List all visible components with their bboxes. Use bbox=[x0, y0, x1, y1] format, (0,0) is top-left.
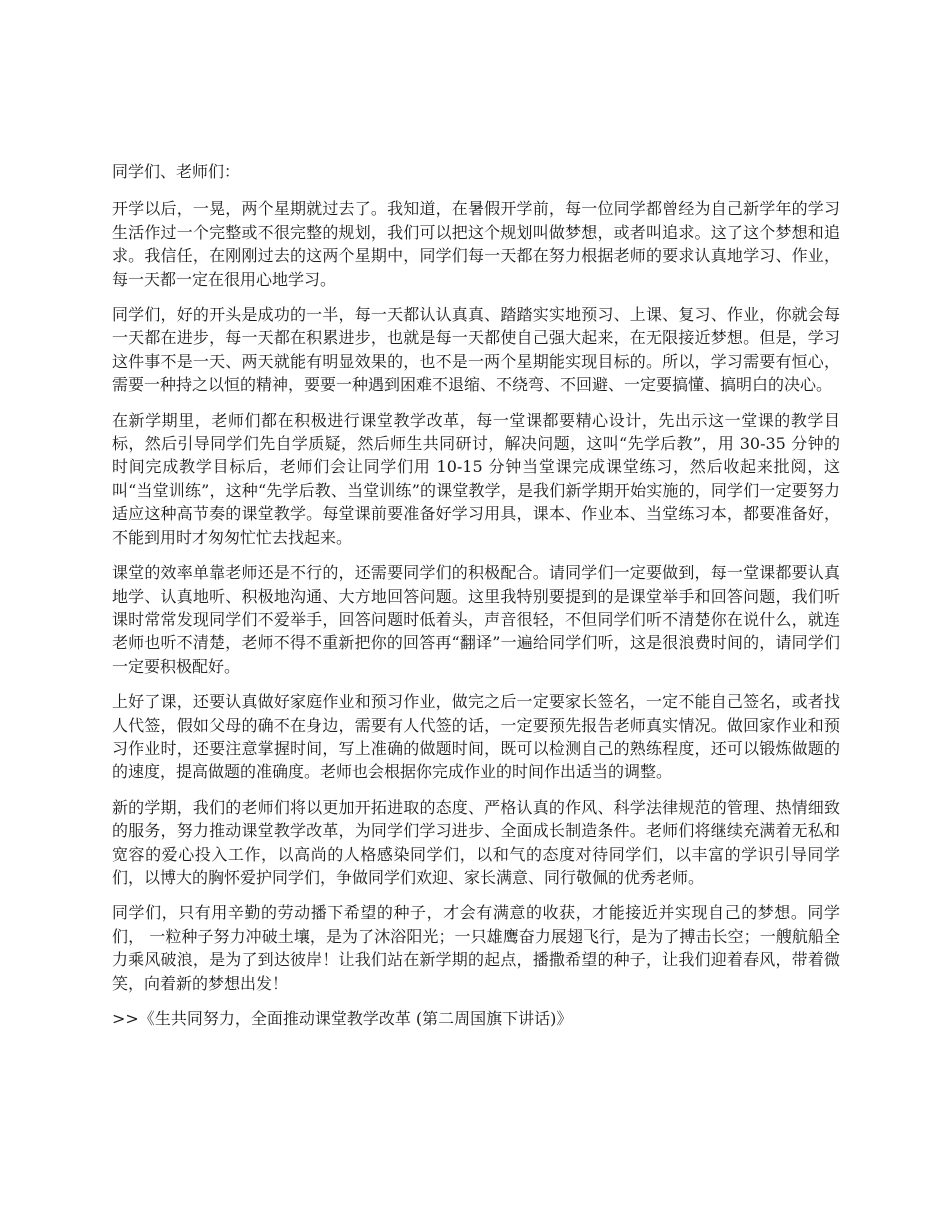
related-article-link[interactable]: >>《生共同努力，全面推动课堂教学改革 (第二周国旗下讲话)》 bbox=[112, 1009, 573, 1028]
paragraph-1: 开学以后，一晃，两个星期就过去了。我知道，在暑假开学前，每一位同学都曾经为自己新学年的学习生活作过一个完整或不很完整的规划，我们可以把这个规划叫做梦想，或者叫追求。这了这个梦想和追求。我信任，在刚刚过去的这两个星期中，同学们每一天都在努力根据老师的要求认真地学习、作业，每一天都一定在很用心地学习。 bbox=[112, 199, 840, 289]
paragraph-4: 课堂的效率单靠老师还是不行的，还需要同学们的积极配合。请同学们一定要做到，每一堂课都要认真地学、认真地听、积极地沟通、大方地回答问题。这里我特别要提到的是课堂举手和回答问题，我们听课时常常发现同学们不爱举手，回答问题时低着头，声音很轻，不但同学们听不清楚你在说什么，就连老师也听不清楚，老师不得不重新把你的回答再“翻译”一遍给同学们听，这是很浪费时间的，请同学们一定要积极配好。 bbox=[112, 563, 840, 676]
greeting-line: 同学们、老师们： bbox=[112, 162, 241, 181]
paragraph-6: 新的学期，我们的老师们将以更加开拓进取的态度、严格认真的作风、科学法律规范的管理、热情细致的服务，努力推动课堂教学改革，为同学们学习进步、全面成长制造条件。老师们将继续充满着无私和宽容的爱心投入工作，以高尚的人格感染同学们，以和气的态度对待同学们，以丰富的学识引导同学们，以博大的胸怀爱护同学们，争做同学们欢迎、家长满意、同行敬佩的优秀老师。 bbox=[112, 797, 840, 887]
paragraph-3: 在新学期里，老师们都在积极进行课堂教学改革，每一堂课都要精心设计，先出示这一堂课的教学目标，然后引导同学们先自学质疑，然后师生共同研讨，解决问题，这叫“先学后教”，用 30-35 分钟的时间完成教学目标后，老师们会让同学们用 10-15 分钟当堂课完成课堂练习，然后收起来批阅，这叫“当堂训练”，这种“先学后教、当堂训练”的课堂教学，是我们新学期开始实施的，同学们一定要努力适应这种高节奏的课堂教学。每堂课前要准备好学习用具，课本、作业本、当堂练习本，都要准备好，不能到用时才匆匆忙忙去找起来。 bbox=[112, 410, 840, 547]
paragraph-5: 上好了课，还要认真做好家庭作业和预习作业，做完之后一定要家长签名，一定不能自己签名，或者找人代签，假如父母的确不在身边，需要有人代签的话，一定要预先报告老师真实情况。做回家作业和预习作业时，还要注意掌握时间，写上准确的做题时间，既可以检测自己的熟练程度，还可以锻炼做题的的速度，提高做题的准确度。老师也会根据你完成作业的时间作出适当的调整。 bbox=[112, 692, 840, 782]
paragraph-2: 同学们，好的开头是成功的一半，每一天都认认真真、踏踏实实地预习、上课、复习、作业，你就会每一天都在进步，每一天都在积累进步，也就是每一天都使自己强大起来，在无限接近梦想。但是，学习这件事不是一天、两天就能有明显效果的，也不是一两个星期能实现目标的。所以，学习需要有恒心，需要一种持之以恒的精神，要要一种遇到困难不退缩、不绕弯、不回避、一定要搞懂、搞明白的决心。 bbox=[112, 305, 840, 395]
paragraph-7: 同学们，只有用辛勤的劳动播下希望的种子，才会有满意的收获，才能接近并实现自己的梦想。同学们， 一粒种子努力冲破土壤，是为了沐浴阳光；一只雄鹰奋力展翅飞行，是为了搏击长空；一艘航船全力乘风破浪，是为了到达彼岸！让我们站在新学期的起点，播撒希望的种子，让我们迎着春风，带着微笑，向着新的梦想出发！ bbox=[112, 903, 840, 993]
document-body bbox=[112, 160, 840, 1030]
